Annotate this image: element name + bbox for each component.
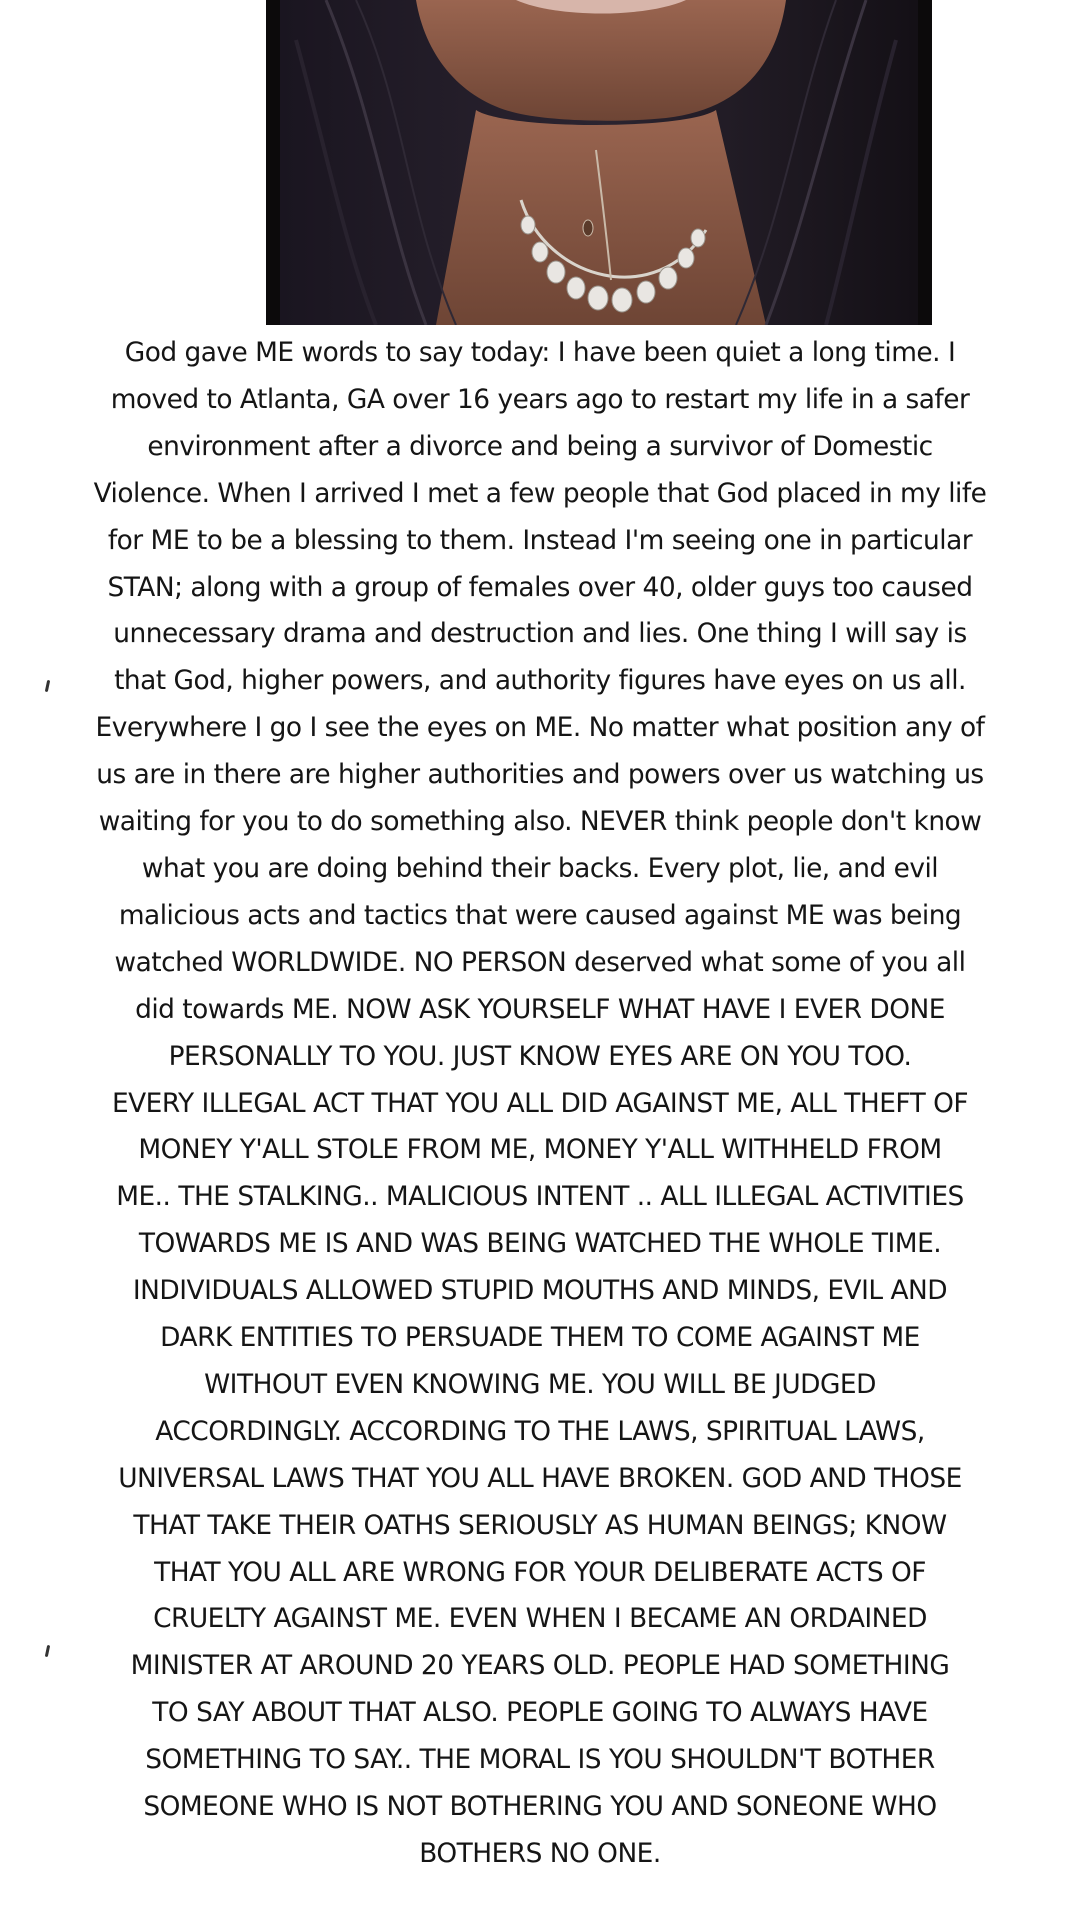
stray-mark [45,1645,50,1657]
portrait-photo [266,0,932,325]
post-text: God gave ME words to say today: I have been quiet a long time. I moved to Atlanta, GA over 16 years ago to restart my life in a safer environment after a divorce and being a survivor of Domestic Violence. When I arrived I met a few people that God placed in my life for ME to be a blessing to them. Instead I'm seeing one in particular STAN; along with a group of females over 40, older guys too caused unnecessary drama and destruction and lies. One thing I will say is that God, higher powers, and authority figures have eyes on us all. Everywhere I go I see the eyes on ME. No matter what position any of us are in there are higher authorities and powers over us watching us waiting for you to do something also. NEVER think people don't know what you are doing behind their backs. Every plot, lie, and evil malicious acts and tactics that were caused against ME was being watched WORLDWIDE. NO PERSON deserved what some of you all did towards ME. NOW ASK YOURSELF WHAT HAVE I EVER DONE PERSONALLY TO YOU. JUST KNOW EYES ARE ON YOU TOO. EVERY ILLEGAL ACT THAT YOU ALL DID AGAINST ME, ALL THEFT OF MONEY Y'ALL STOLE FROM ME, MONEY Y'ALL WITHHELD FROM ME.. THE STALKING.. MALICIOUS INTENT .. ALL ILLEGAL ACTIVITIES TOWARDS ME IS AND WAS BEING WATCHED THE WHOLE TIME. INDIVIDUALS ALLOWED STUPID MOUTHS AND MINDS, EVIL AND DARK ENTITIES TO PERSUADE THEM TO COME AGAINST ME WITHOUT EVEN KNOWING ME. YOU WILL BE JUDGED ACCORDINGLY. ACCORDING TO THE LAWS, SPIRITUAL LAWS, UNIVERSAL LAWS THAT YOU ALL HAVE BROKEN. GOD AND THOSE THAT TAKE THEIR OATHS SERIOUSLY AS HUMAN BEINGS; KNOW THAT YOU ALL ARE WRONG FOR YOUR DELIBERATE ACTS OF CRUELTY AGAINST ME. EVEN WHEN I BECAME AN ORDAINED MINISTER AT AROUND 20 YEARS OLD. PEOPLE HAD SOMETHING TO SAY ABOUT THAT ALSO. PEOPLE GOING TO ALWAYS HAVE SOMETHING TO SAY.. THE MORAL IS YOU SHOULDN'T BOTHER SOMEONE WHO IS NOT BOTHERING YOU AND SONEONE WHO BOTHERS NO ONE. [93,337,987,1869]
stray-mark [45,680,50,692]
